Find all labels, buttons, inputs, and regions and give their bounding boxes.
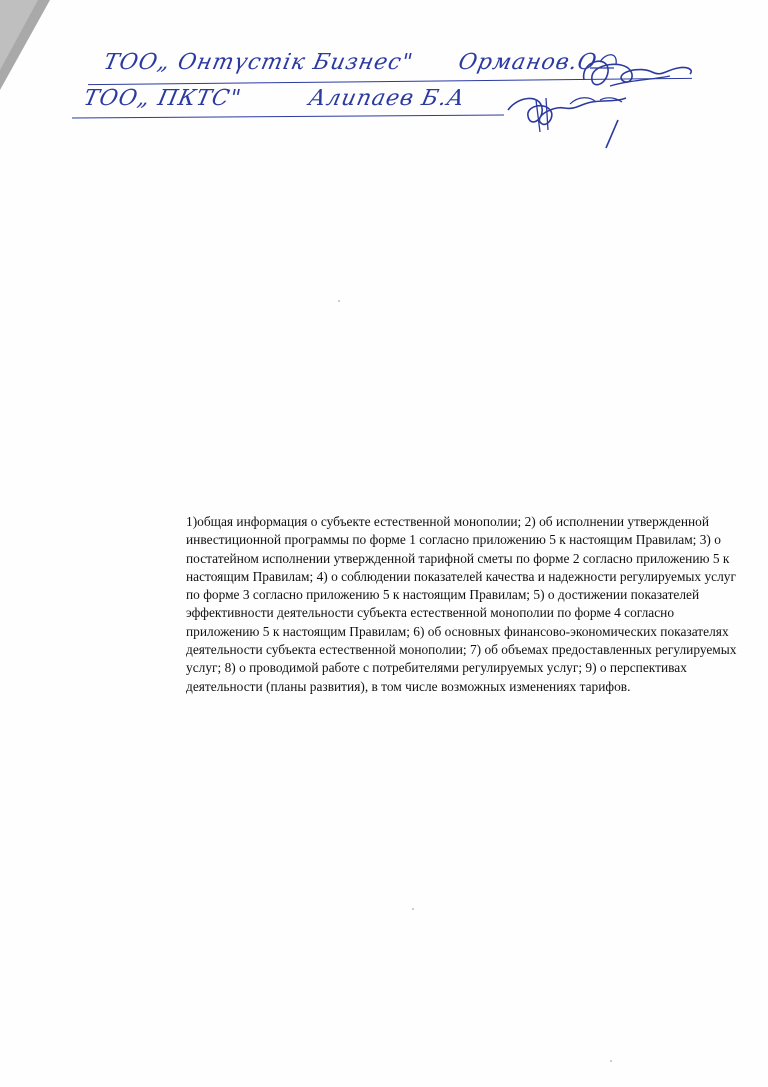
handwritten-underline-2 xyxy=(72,114,504,118)
body-paragraph: 1)общая информация о субъекте естественной монополии; 2) об исполнении утвержденной инвестиционной программы по форме 1 согласно приложению 5 к настоящим Правилам; 3) о постатейном исполнении утвержденной тарифной сметы по форме 2 согласно приложению 5 к настоящим Правилам; 4) о соблюдении показателей качества и надежности регулируемых услуг по форме 3 согласно приложению 5 к настоящим Правилам; 5) о достижении показателей эффективности деятельности субъекта естественной монополии по форме 4 согласно приложению 5 к настоящим Правилам; 6) об основных финансово-экономических показателях деятельности субъекта естественной монополии; 7) об объемах предоставленных регулируемых услуг; 8) о проводимой работе с потребителями регулируемых услуг; 9) о перспективах деятельности (планы развития), в том числе возможных изменениях тарифов. xyxy=(186,514,737,694)
handwritten-line-1 xyxy=(101,50,599,75)
handwritten-line-2 xyxy=(81,86,467,111)
scan-speck xyxy=(338,300,340,302)
scan-speck xyxy=(412,908,414,910)
scan-speck xyxy=(610,1060,612,1062)
handwritten-org-2: ТОО„ ПКТС" xyxy=(81,86,244,111)
corner-fold-shade xyxy=(0,0,38,70)
handwritten-org-1: ТОО„ Онтүстік Бизнес" xyxy=(101,50,416,75)
signature-2 xyxy=(500,86,640,156)
handwritten-name-1: Орманов.О xyxy=(456,50,600,75)
handwritten-name-2: Алипаев Б.А xyxy=(306,86,468,111)
